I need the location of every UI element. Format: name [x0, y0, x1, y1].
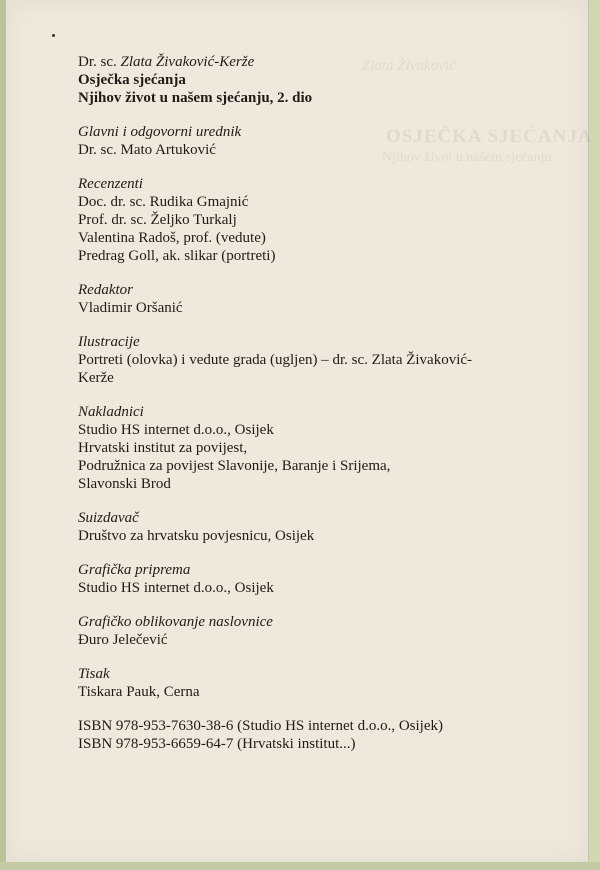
isbn-block — [78, 717, 558, 753]
section-line: Studio HS internet d.o.o., Osijek — [78, 580, 274, 596]
section-label: Redaktor — [78, 282, 133, 298]
section-publishers — [78, 403, 558, 493]
section-label: Glavni i odgovorni urednik — [78, 124, 242, 140]
section-label: Grafičko oblikovanje naslovnice — [78, 614, 273, 630]
paper-speck — [52, 34, 55, 37]
section-line: Društvo za hrvatsku povjesnicu, Osijek — [78, 528, 315, 544]
section-line: Podružnica za povijest Slavonije, Baranje i Srijema, — [78, 458, 391, 474]
section-line: Đuro Jelečević — [78, 632, 168, 648]
section-cover-design — [78, 613, 558, 649]
author-name: Zlata Živaković-Kerže — [120, 54, 255, 70]
section-line: Studio HS internet d.o.o., Osijek — [78, 422, 274, 438]
section-line: Vladimir Oršanić — [78, 300, 183, 316]
section-editor — [78, 123, 558, 159]
header-block — [78, 53, 558, 107]
section-label: Suizdavač — [78, 510, 139, 526]
section-line: Predrag Goll, ak. slikar (portreti) — [78, 248, 276, 264]
section-copublisher — [78, 509, 558, 545]
page-edge-bottom — [0, 862, 600, 870]
section-line: Doc. dr. sc. Rudika Gmajnić — [78, 194, 249, 210]
section-reviewers — [78, 175, 558, 265]
section-label: Tisak — [78, 666, 110, 682]
section-redactor — [78, 281, 558, 317]
section-print — [78, 665, 558, 701]
book-subtitle: Njihov život u našem sjećanju, 2. dio — [78, 90, 313, 106]
section-line: Dr. sc. Mato Artuković — [78, 142, 216, 158]
section-prepress — [78, 561, 558, 597]
section-label: Ilustracije — [78, 334, 140, 350]
show-through-text-1: Zlata Živaković — [362, 58, 456, 74]
section-line: Prof. dr. sc. Željko Turkalj — [78, 212, 237, 228]
isbn-line: ISBN 978-953-7630-38-6 (Studio HS internet d.o.o., Osijek) — [78, 718, 443, 734]
author-line — [78, 53, 558, 71]
imprint-content — [78, 53, 558, 769]
section-line: Portreti (olovka) i vedute grada (ugljen) – dr. sc. Zlata Živaković- — [78, 352, 473, 368]
show-through-text-2: OSJEČKA SJEĆANJA — [386, 126, 593, 147]
section-line: Tiskara Pauk, Cerna — [78, 684, 200, 700]
section-line: Slavonski Brod — [78, 476, 171, 492]
section-label: Recenzenti — [78, 176, 143, 192]
section-label: Grafička priprema — [78, 562, 191, 578]
section-line: Valentina Radoš, prof. (vedute) — [78, 230, 266, 246]
author-prefix: Dr. sc. — [78, 54, 117, 70]
section-illustrations — [78, 333, 558, 387]
section-line: Hrvatski institut za povijest, — [78, 440, 248, 456]
section-line: Kerže — [78, 370, 114, 386]
show-through-text-3: Njihov život u našem sjećanju — [382, 150, 552, 165]
section-label: Nakladnici — [78, 404, 144, 420]
book-title: Osječka sjećanja — [78, 72, 186, 88]
isbn-line: ISBN 978-953-6659-64-7 (Hrvatski institut...) — [78, 736, 356, 752]
